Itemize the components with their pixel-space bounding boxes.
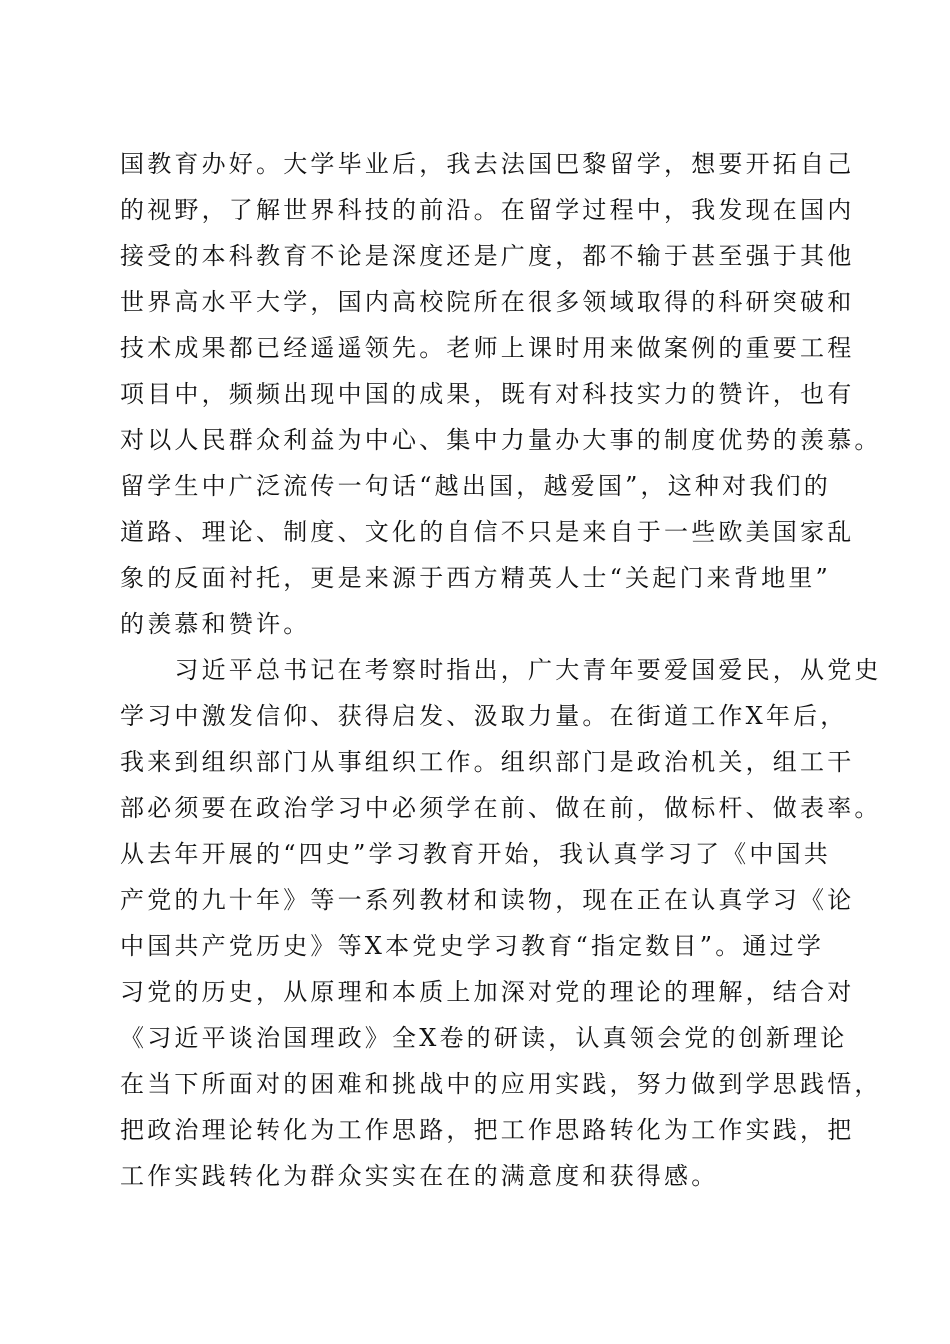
text-line: 技术成果都已经遥遥领先。老师上课时用来做案例的重要工程	[120, 334, 855, 362]
text-line: 习近平总书记在考察时指出，广大青年要爱国爱民，从党史	[120, 656, 882, 684]
text-line: 学习中激发信仰、获得启发、汲取力量。在街道工作X年后，	[120, 702, 848, 730]
text-line: 象的反面衬托，更是来源于西方精英人士“关起门来背地里”	[120, 564, 831, 592]
text-line: 道路、理论、制度、文化的自信不只是来自于一些欧美国家乱	[120, 518, 855, 546]
text-line: 留学生中广泛流传一句话“越出国，越爱国”，这种对我们的	[120, 472, 831, 500]
text-line: 接受的本科教育不论是深度还是广度，都不输于甚至强于其他	[120, 242, 855, 270]
text-line: 世界高水平大学，国内高校院所在很多领域取得的科研突破和	[120, 288, 855, 316]
text-line: 部必须要在政治学习中必须学在前、做在前，做标杆、做表率。	[120, 794, 882, 822]
text-line: 产党的九十年》等一系列教材和读物，现在正在认真学习《论	[120, 886, 855, 914]
text-line: 从去年开展的“四史”学习教育开始，我认真学习了《中国共	[120, 840, 831, 868]
text-line: 《习近平谈治国理政》全X卷的研读，认真领会党的创新理论	[120, 1024, 848, 1052]
body-text	[120, 141, 882, 1199]
text-line: 对以人民群众利益为中心、集中力量办大事的制度优势的羡慕。	[120, 426, 882, 454]
text-line: 在当下所面对的困难和挑战中的应用实践，努力做到学思践悟，	[120, 1070, 882, 1098]
text-line: 中国共产党历史》等X本党史学习教育“指定数目”。通过学	[120, 932, 825, 960]
text-line: 我来到组织部门从事组织工作。组织部门是政治机关，组工干	[120, 748, 855, 776]
text-line: 的视野，了解世界科技的前沿。在留学过程中，我发现在国内	[120, 196, 855, 224]
paragraph-2	[120, 647, 882, 1199]
text-line: 把政治理论转化为工作思路，把工作思路转化为工作实践，把	[120, 1116, 855, 1144]
text-line: 国教育办好。大学毕业后，我去法国巴黎留学，想要开拓自己	[120, 150, 855, 178]
paragraph-1	[120, 141, 882, 647]
text-line: 项目中，频频出现中国的成果，既有对科技实力的赞许，也有	[120, 380, 855, 408]
text-line: 的羡慕和赞许。	[120, 610, 311, 638]
text-line: 工作实践转化为群众实实在在的满意度和获得感。	[120, 1162, 719, 1190]
text-line: 习党的历史，从原理和本质上加深对党的理论的理解，结合对	[120, 978, 855, 1006]
